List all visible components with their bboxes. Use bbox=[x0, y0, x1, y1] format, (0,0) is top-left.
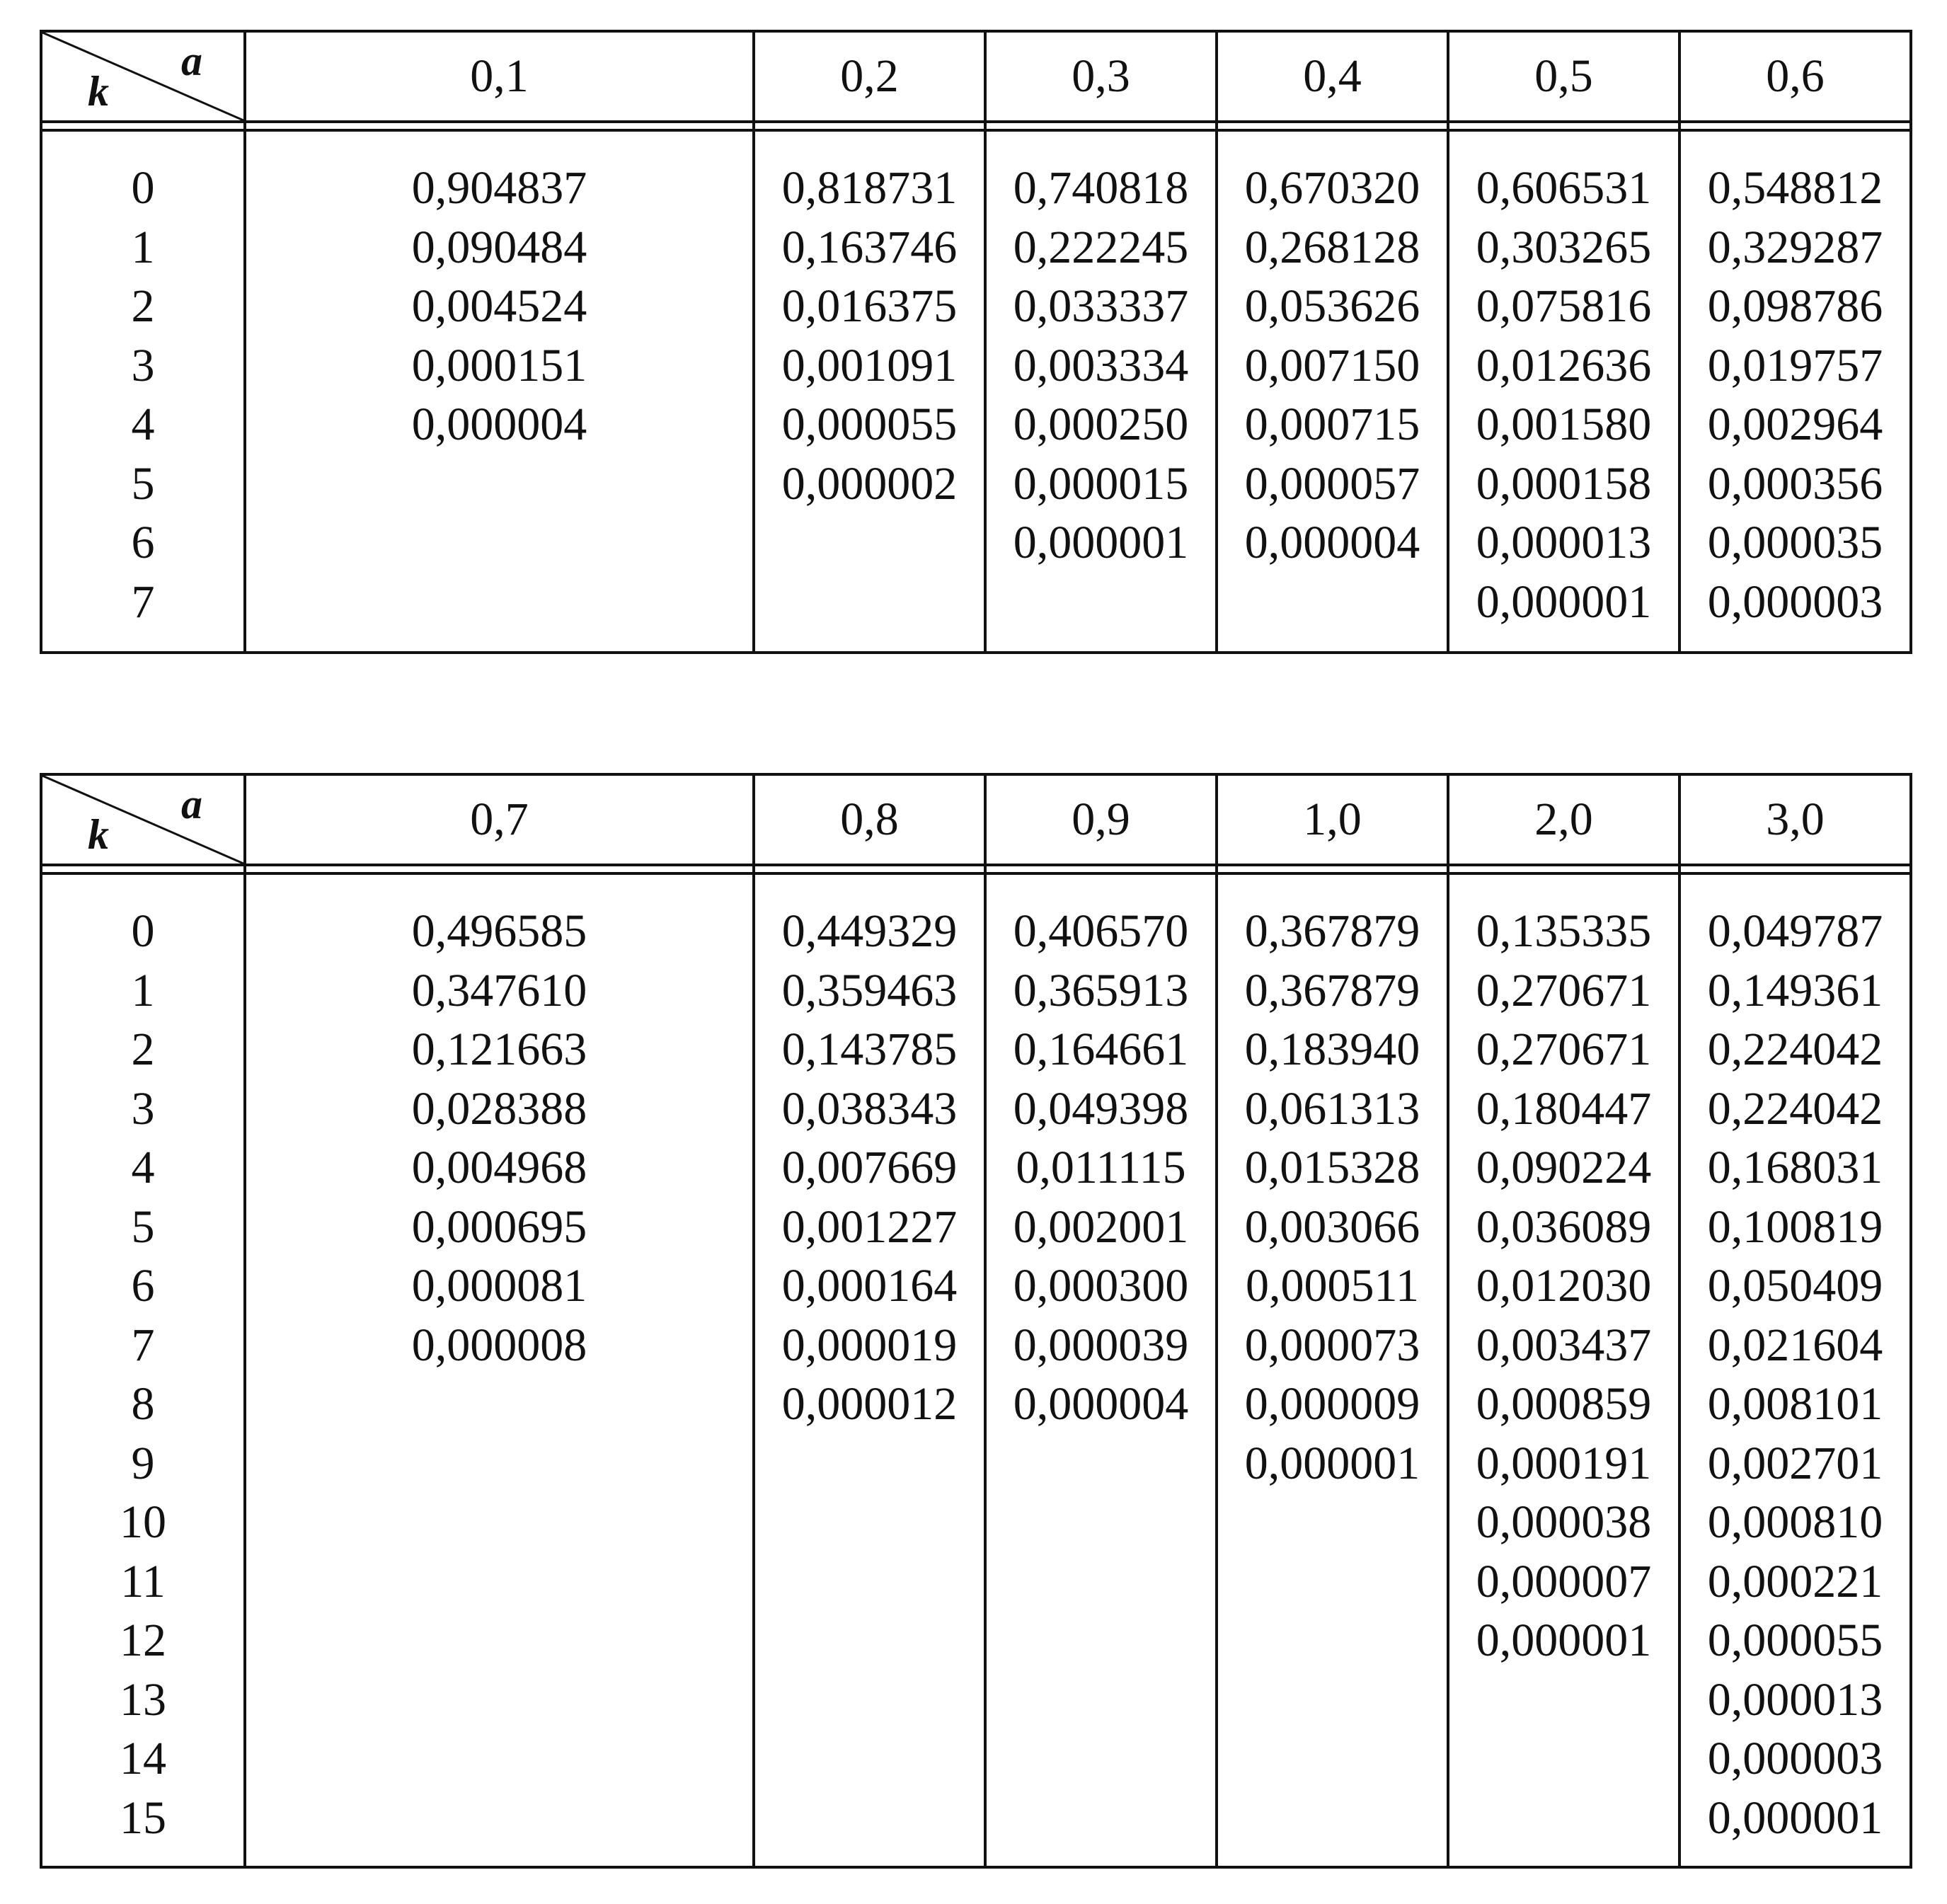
probability-cell: 0,000007 bbox=[1476, 1555, 1652, 1607]
probability-cell: 0,224042 bbox=[1707, 1082, 1883, 1135]
row-variable-label: k bbox=[88, 811, 109, 858]
header-a-cell: 0,7 bbox=[243, 776, 752, 864]
k-value-cell: 8 bbox=[131, 1378, 155, 1430]
probability-cell: 0,033337 bbox=[1013, 280, 1189, 332]
header-double-rule bbox=[42, 866, 1909, 875]
probability-cell: 0,098786 bbox=[1707, 280, 1883, 332]
probability-cell: 0,149361 bbox=[1707, 964, 1883, 1016]
header-a-cell: 2,0 bbox=[1447, 776, 1678, 864]
probability-cell: 0,818731 bbox=[781, 162, 958, 214]
k-value-cell: 6 bbox=[131, 1260, 155, 1312]
probability-column bbox=[1447, 132, 1678, 651]
header-a-cell: 1,0 bbox=[1215, 776, 1447, 864]
probability-cell: 0,270671 bbox=[1476, 964, 1652, 1016]
table-header-row bbox=[42, 33, 1909, 123]
probability-cell: 0,061313 bbox=[1244, 1082, 1420, 1135]
header-a-cell: 0,9 bbox=[984, 776, 1215, 864]
table-header-row bbox=[42, 776, 1909, 866]
probability-cell: 0,000221 bbox=[1707, 1555, 1883, 1607]
k-value-cell: 14 bbox=[120, 1733, 166, 1784]
probability-cell: 0,001580 bbox=[1476, 398, 1652, 450]
probability-cell: 0,000300 bbox=[1013, 1260, 1189, 1312]
probability-cell: 0,000001 bbox=[1707, 1791, 1883, 1844]
k-value-cell: 6 bbox=[131, 517, 155, 568]
probability-cell: 0,016375 bbox=[781, 280, 958, 332]
probability-cell: 0,050409 bbox=[1707, 1260, 1883, 1312]
header-a-cell: 0,2 bbox=[752, 33, 984, 120]
probability-cell: 0,002964 bbox=[1707, 398, 1883, 450]
probability-cell: 0,000008 bbox=[411, 1319, 587, 1371]
corner-diagonal-line bbox=[42, 776, 243, 864]
k-value-cell: 4 bbox=[131, 398, 155, 450]
probability-cell: 0,303265 bbox=[1476, 221, 1652, 273]
table-body bbox=[42, 875, 1909, 1866]
probability-cell: 0,183940 bbox=[1244, 1023, 1420, 1075]
probability-cell: 0,367879 bbox=[1244, 964, 1420, 1016]
probability-cell: 0,164661 bbox=[1013, 1023, 1189, 1075]
k-value-cell: 11 bbox=[120, 1555, 166, 1607]
k-value-cell: 1 bbox=[131, 221, 155, 273]
probability-cell: 0,000001 bbox=[1013, 517, 1189, 568]
probability-cell: 0,036089 bbox=[1476, 1200, 1652, 1253]
probability-cell: 0,000151 bbox=[411, 339, 587, 391]
k-value-cell: 7 bbox=[131, 1319, 155, 1371]
probability-cell: 0,004968 bbox=[411, 1142, 587, 1193]
probability-cell: 0,000810 bbox=[1707, 1496, 1883, 1548]
k-value-cell: 3 bbox=[131, 339, 155, 391]
probability-cell: 0,000511 bbox=[1245, 1260, 1420, 1312]
corner-diagonal-line bbox=[42, 33, 243, 120]
probability-column bbox=[1678, 875, 1909, 1866]
probability-cell: 0,090224 bbox=[1476, 1142, 1652, 1193]
probability-cell: 0,224042 bbox=[1707, 1023, 1883, 1075]
corner-header-cell bbox=[42, 776, 243, 864]
k-value-cell: 12 bbox=[120, 1615, 166, 1666]
probability-cell: 0,000012 bbox=[781, 1378, 958, 1430]
probability-cell: 0,001091 bbox=[781, 339, 958, 391]
probability-cell: 0,365913 bbox=[1013, 964, 1189, 1016]
probability-cell: 0,000859 bbox=[1476, 1378, 1652, 1430]
probability-cell: 0,135335 bbox=[1476, 905, 1652, 957]
probability-cell: 0,000715 bbox=[1244, 398, 1420, 450]
column-variable-label: a bbox=[181, 781, 202, 827]
k-value-cell: 5 bbox=[131, 457, 155, 510]
probability-cell: 0,001227 bbox=[781, 1200, 958, 1253]
k-value-cell: 0 bbox=[131, 162, 155, 214]
probability-cell: 0,090484 bbox=[411, 221, 587, 273]
probability-cell: 0,904837 bbox=[411, 162, 587, 214]
probability-cell: 0,012030 bbox=[1476, 1260, 1652, 1312]
probability-cell: 0,007150 bbox=[1244, 339, 1420, 391]
probability-cell: 0,007669 bbox=[781, 1142, 958, 1193]
k-column bbox=[42, 132, 243, 651]
k-value-cell: 2 bbox=[131, 280, 155, 332]
probability-column bbox=[1447, 875, 1678, 1866]
probability-cell: 0,000013 bbox=[1476, 517, 1652, 568]
probability-column bbox=[752, 132, 984, 651]
probability-cell: 0,002001 bbox=[1013, 1200, 1189, 1253]
probability-cell: 0,000695 bbox=[411, 1200, 587, 1253]
probability-cell: 0,004524 bbox=[411, 280, 587, 332]
probability-cell: 0,049787 bbox=[1707, 905, 1883, 957]
probability-cell: 0,012636 bbox=[1476, 339, 1652, 391]
probability-cell: 0,038343 bbox=[781, 1082, 958, 1135]
table-body bbox=[42, 132, 1909, 651]
probability-cell: 0,000035 bbox=[1707, 517, 1883, 568]
k-value-cell: 7 bbox=[131, 575, 155, 628]
probability-cell: 0,100819 bbox=[1707, 1200, 1883, 1253]
probability-cell: 0,019757 bbox=[1707, 339, 1883, 391]
probability-cell: 0,000356 bbox=[1707, 457, 1883, 510]
k-value-cell: 4 bbox=[131, 1142, 155, 1193]
probability-cell: 0,000004 bbox=[1244, 517, 1420, 568]
probability-cell: 0,000158 bbox=[1476, 457, 1652, 510]
probability-cell: 0,008101 bbox=[1707, 1378, 1883, 1430]
probability-cell: 0,000055 bbox=[781, 398, 958, 450]
probability-cell: 0,406570 bbox=[1013, 905, 1189, 957]
corner-header-cell bbox=[42, 33, 243, 120]
probability-cell: 0,000003 bbox=[1707, 575, 1883, 628]
k-value-cell: 2 bbox=[131, 1023, 155, 1075]
header-a-cell: 0,3 bbox=[984, 33, 1215, 120]
probability-column bbox=[243, 132, 752, 651]
probability-cell: 0,168031 bbox=[1707, 1142, 1883, 1193]
probability-cell: 0,049398 bbox=[1013, 1082, 1189, 1135]
probability-cell: 0,222245 bbox=[1013, 221, 1189, 273]
header-a-cell: 0,4 bbox=[1215, 33, 1447, 120]
probability-cell: 0,606531 bbox=[1476, 162, 1652, 214]
probability-cell: 0,003437 bbox=[1476, 1319, 1652, 1371]
probability-cell: 0,000004 bbox=[1013, 1378, 1189, 1430]
probability-cell: 0,028388 bbox=[411, 1082, 587, 1135]
header-a-cell: 0,1 bbox=[243, 33, 752, 120]
probability-cell: 0,367879 bbox=[1244, 905, 1420, 957]
probability-column bbox=[1215, 132, 1447, 651]
probability-cell: 0,180447 bbox=[1476, 1082, 1652, 1135]
probability-cell: 0,548812 bbox=[1707, 162, 1883, 214]
probability-cell: 0,075816 bbox=[1476, 280, 1652, 332]
poisson-table-2 bbox=[40, 773, 1912, 1869]
header-a-cell: 0,8 bbox=[752, 776, 984, 864]
probability-column bbox=[752, 875, 984, 1866]
probability-cell: 0,000250 bbox=[1013, 398, 1189, 450]
probability-cell: 0,003334 bbox=[1013, 339, 1189, 391]
probability-cell: 0,021604 bbox=[1707, 1319, 1883, 1371]
probability-cell: 0,000002 bbox=[781, 457, 958, 510]
k-value-cell: 3 bbox=[131, 1082, 155, 1135]
k-value-cell: 0 bbox=[131, 905, 155, 957]
probability-cell: 0,143785 bbox=[781, 1023, 958, 1075]
k-column bbox=[42, 875, 243, 1866]
probability-cell: 0,015328 bbox=[1244, 1142, 1420, 1193]
probability-cell: 0,329287 bbox=[1707, 221, 1883, 273]
poisson-table-1 bbox=[40, 30, 1912, 654]
probability-cell: 0,000001 bbox=[1244, 1437, 1420, 1489]
k-value-cell: 5 bbox=[131, 1200, 155, 1253]
probability-column bbox=[1678, 132, 1909, 651]
probability-cell: 0,740818 bbox=[1013, 162, 1189, 214]
row-variable-label: k bbox=[88, 68, 109, 115]
probability-cell: 0,000019 bbox=[781, 1319, 958, 1371]
probability-cell: 0,000164 bbox=[781, 1260, 958, 1312]
probability-cell: 0,053626 bbox=[1244, 280, 1420, 332]
probability-cell: 0,000055 bbox=[1707, 1615, 1883, 1666]
probability-cell: 0,000004 bbox=[411, 398, 587, 450]
probability-cell: 0,000003 bbox=[1707, 1733, 1883, 1784]
probability-cell: 0,000001 bbox=[1476, 1615, 1652, 1666]
header-a-cell: 0,6 bbox=[1678, 33, 1909, 120]
probability-cell: 0,347610 bbox=[411, 964, 587, 1016]
probability-cell: 0,359463 bbox=[781, 964, 958, 1016]
probability-cell: 0,000081 bbox=[411, 1260, 587, 1312]
probability-cell: 0,121663 bbox=[411, 1023, 587, 1075]
probability-cell: 0,002701 bbox=[1707, 1437, 1883, 1489]
k-value-cell: 1 bbox=[131, 964, 155, 1016]
probability-cell: 0,000015 bbox=[1013, 457, 1189, 510]
probability-cell: 0,670320 bbox=[1244, 162, 1420, 214]
k-value-cell: 15 bbox=[120, 1791, 166, 1844]
probability-cell: 0,268128 bbox=[1244, 221, 1420, 273]
k-value-cell: 10 bbox=[120, 1496, 166, 1548]
probability-cell: 0,000057 bbox=[1244, 457, 1420, 510]
probability-cell: 0,000073 bbox=[1244, 1319, 1420, 1371]
probability-cell: 0,496585 bbox=[411, 905, 587, 957]
probability-cell: 0,000009 bbox=[1244, 1378, 1420, 1430]
header-a-cell: 0,5 bbox=[1447, 33, 1678, 120]
probability-cell: 0,000013 bbox=[1707, 1673, 1883, 1726]
header-double-rule bbox=[42, 123, 1909, 132]
probability-cell: 0,270671 bbox=[1476, 1023, 1652, 1075]
probability-cell: 0,163746 bbox=[781, 221, 958, 273]
header-a-cell: 3,0 bbox=[1678, 776, 1909, 864]
probability-cell: 0,000001 bbox=[1476, 575, 1652, 628]
probability-cell: 0,449329 bbox=[781, 905, 958, 957]
probability-column bbox=[1215, 875, 1447, 1866]
probability-column bbox=[984, 132, 1215, 651]
probability-cell: 0,000039 bbox=[1013, 1319, 1189, 1371]
probability-cell: 0,000191 bbox=[1476, 1437, 1652, 1489]
probability-cell: 0,003066 bbox=[1244, 1200, 1420, 1253]
column-variable-label: a bbox=[181, 38, 202, 84]
probability-column bbox=[243, 875, 752, 1866]
probability-cell: 0,011115 bbox=[1016, 1142, 1186, 1193]
probability-column bbox=[984, 875, 1215, 1866]
k-value-cell: 9 bbox=[131, 1437, 155, 1489]
probability-cell: 0,000038 bbox=[1476, 1496, 1652, 1548]
k-value-cell: 13 bbox=[120, 1673, 166, 1726]
